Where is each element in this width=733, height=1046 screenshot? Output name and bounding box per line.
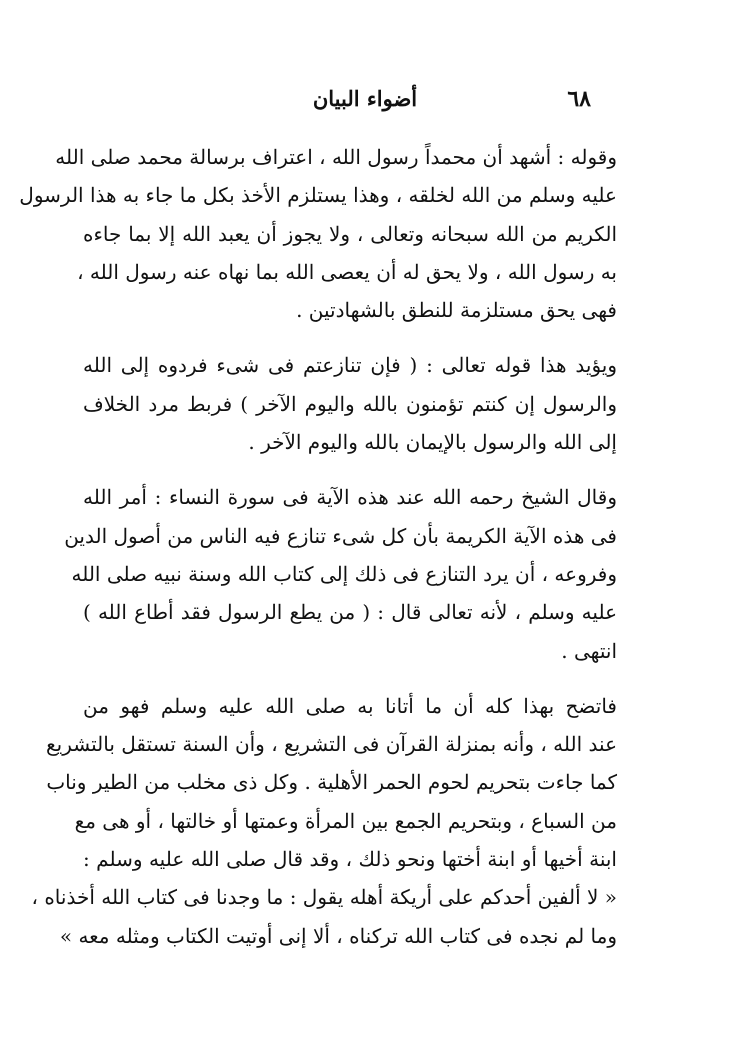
text-line: وقوله : أشهد أن محمداً رسول الله ، اعتراف برسالة محمد صلى الله	[55, 145, 617, 169]
text-line: به رسول الله ، ولا يحق له أن يعصى الله بما نهاه عنه رسول الله ،	[77, 259, 617, 284]
text-line: عند الله ، وأنه بمنزلة القرآن فى التشريع ، وأن السنة تستقل بالتشريع	[46, 732, 617, 757]
page-header	[90, 86, 605, 122]
text-line: عليه وسلم ، لأنه تعالى قال : ( من يطع الرسول فقد أطاع الله )	[83, 600, 617, 625]
running-title: أضواء البيان	[312, 86, 418, 111]
text-line: إلى الله والرسول بالإيمان بالله واليوم الآخر .	[248, 430, 617, 455]
paragraph	[64, 478, 617, 669]
text-line: والرسول إن كنتم تؤمنون بالله واليوم الآخر ) فربط مرد الخلاف	[83, 391, 617, 416]
text-line: ويؤيد هذا قوله تعالى : ( فإن تنازعتم فى شىء فردوه إلى الله	[83, 353, 617, 378]
text-line: فهى يحق مستلزمة للنطق بالشهادتين .	[296, 298, 617, 323]
text-line: « لا ألفين أحدكم على أريكة أهله يقول : ما وجدنا فى كتاب الله أخذناه ،	[31, 885, 617, 910]
text-line: فى هذه الآية الكريمة بأن كل شىء تنازع فيه الناس من أصول الدين	[64, 523, 617, 548]
text-line: وفروعه ، أن يرد التنازع فى ذلك إلى كتاب الله وسنة نبيه صلى الله	[71, 561, 617, 586]
paragraph	[31, 687, 617, 955]
text-line: انتهى .	[561, 638, 617, 663]
text-line: وقال الشيخ رحمه الله عند هذه الآية فى سورة النساء : أمر الله	[83, 485, 617, 510]
paragraph	[19, 138, 617, 329]
page-number: ٦٨	[567, 86, 591, 112]
text-line: فاتضح بهذا كله أن ما أتانا به صلى الله عليه وسلم فهو من	[83, 693, 617, 718]
text-line: ابنة أخيها أو ابنة أختها ونحو ذلك ، وقد قال صلى الله عليه وسلم :	[83, 847, 617, 872]
text-line: عليه وسلم من الله لخلقه ، وهذا يستلزم الأخذ بكل ما جاء به هذا الرسول	[19, 183, 617, 208]
body-text	[19, 138, 617, 972]
text-line: من السباع ، وبتحريم الجمع بين المرأة وعمتها أو خالتها ، أو هى مع	[74, 808, 617, 833]
text-line: الكريم من الله سبحانه وتعالى ، ولا يجوز أن يعبد الله إلا بما جاءه	[83, 221, 617, 246]
text-line: وما لم نجده فى كتاب الله تركناه ، ألا إنى أوتيت الكتاب ومثله معه »	[59, 923, 617, 948]
paragraph	[83, 346, 617, 461]
text-line: كما جاءت بتحريم لحوم الحمر الأهلية . وكل ذى مخلب من الطير وناب	[46, 770, 617, 795]
